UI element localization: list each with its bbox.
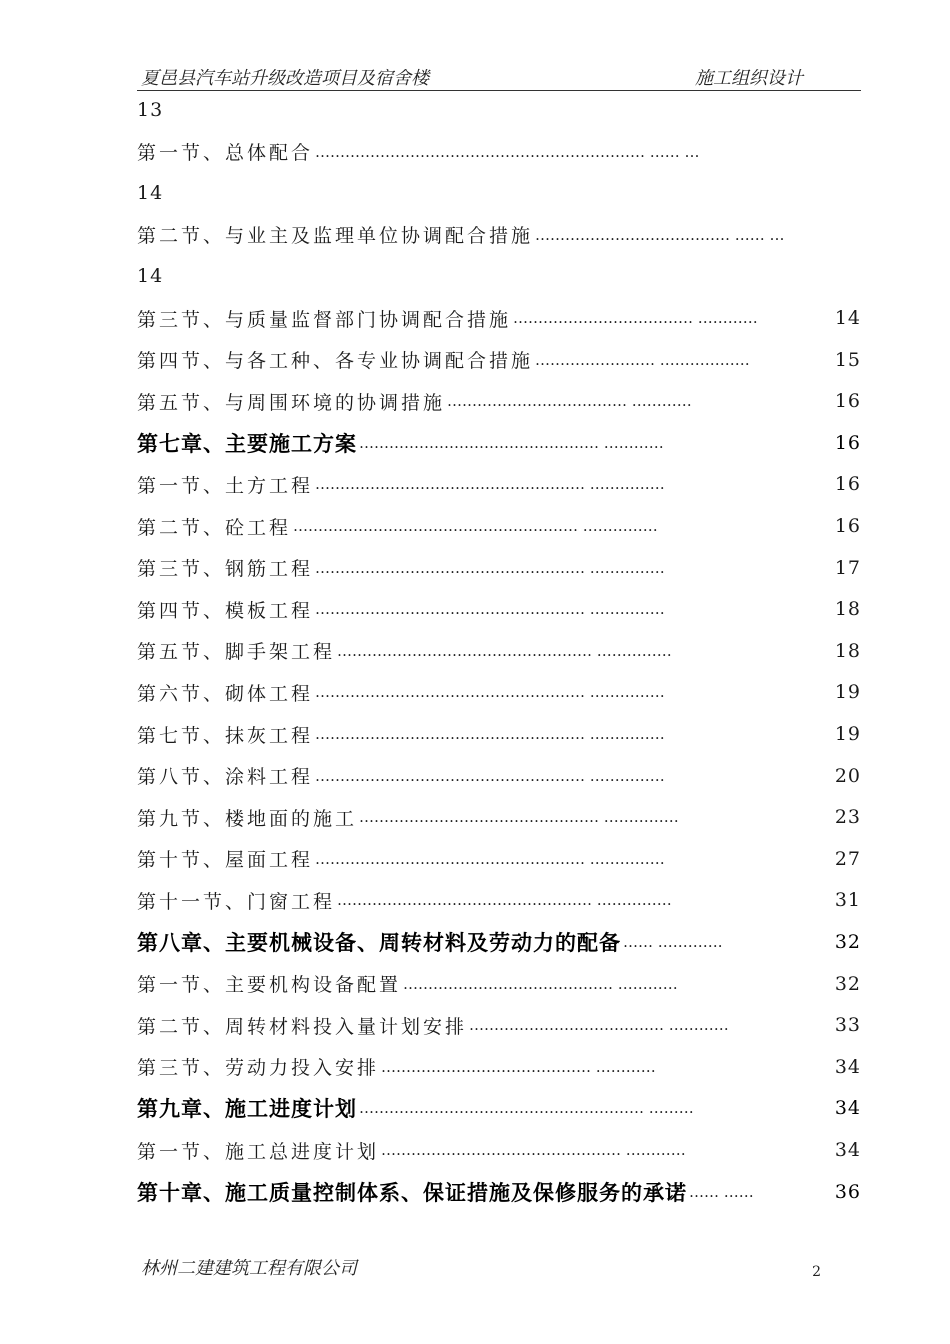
- toc-entry-title: 第一节、施工总进度计划: [137, 1140, 380, 1163]
- toc-dot-leader: ………………………………… …… …: [535, 225, 785, 244]
- toc-page-number: 27: [834, 847, 861, 870]
- toc-dot-leader: …………………………………………… ……………: [337, 891, 672, 910]
- toc-dot-leader: …… ……: [689, 1182, 754, 1201]
- toc-page-number: 18: [834, 598, 861, 621]
- toc-entry-title: 第十章、施工质量控制体系、保证措施及保修服务的承诺: [137, 1179, 687, 1205]
- toc-section-entry[interactable]: [137, 381, 861, 421]
- toc-page-number: 16: [834, 390, 861, 413]
- toc-page-number: 31: [834, 889, 861, 912]
- toc-section-entry[interactable]: [137, 506, 861, 546]
- toc-dot-leader: ……………………………… …………: [447, 392, 692, 411]
- toc-dot-leader: …………………………………………… ……………: [337, 641, 672, 660]
- page-header: [137, 62, 861, 91]
- toc-page-number: 34: [834, 1097, 861, 1120]
- toc-dot-leader: ………………………………………………… ………: [359, 1099, 694, 1118]
- toc-entry-title: 第三节、劳动力投入安排: [137, 1057, 380, 1080]
- toc-page-number: 34: [834, 1139, 861, 1161]
- header-project-title: 夏邑县汽车站升级改造项目及宿舍楼: [141, 68, 429, 89]
- toc-section-entry[interactable]: [137, 589, 861, 629]
- toc-page-continuation: [137, 90, 861, 130]
- header-document-type: 施工组织设计: [695, 68, 803, 89]
- toc-section-entry[interactable]: [137, 839, 861, 879]
- toc-dot-leader: ………………………………………………………… …… …: [315, 142, 700, 161]
- toc-dot-leader: ……………………………………………… ……………: [315, 725, 665, 743]
- toc-page-continuation: [137, 173, 861, 213]
- footer-page-number: 2: [812, 1264, 821, 1280]
- toc-page-number: 32: [834, 931, 861, 953]
- toc-entry-title: 第五节、脚手架工程: [137, 641, 336, 664]
- toc-section-entry[interactable]: [137, 464, 861, 504]
- toc-dot-leader: …………………………………… …………: [381, 1057, 656, 1076]
- toc-entry-title: 第八章、主要机械设备、周转材料及劳动力的配备: [137, 930, 621, 955]
- toc-entry-title: 第七章、主要施工方案: [137, 430, 357, 456]
- toc-page-number: 32: [834, 972, 861, 995]
- toc-section-entry[interactable]: [137, 631, 861, 671]
- toc-entry-title: 第十一节、门窗工程: [137, 890, 336, 913]
- toc-dot-leader: …… ………….: [623, 933, 723, 951]
- toc-dot-leader: …………………………………… …………: [403, 974, 678, 993]
- toc-entry-title: 第四节、与各工种、各专业协调配合措施: [137, 350, 534, 373]
- toc-dot-leader: …………………… ………………: [535, 350, 750, 369]
- toc-page-number: 15: [834, 348, 861, 371]
- toc-section-entry[interactable]: [137, 672, 861, 712]
- toc-dot-leader: ……………………………………………… ……………: [315, 766, 665, 785]
- toc-dot-leader: ……………………………… …………: [513, 309, 758, 327]
- toc-page-number: 14: [834, 307, 861, 329]
- toc-section-entry[interactable]: [137, 340, 861, 380]
- toc-section-entry[interactable]: [137, 548, 861, 588]
- toc-entry-title: 第三节、钢筋工程: [137, 558, 314, 581]
- toc-chapter-entry[interactable]: [137, 1172, 861, 1212]
- toc-dot-leader: ………………………………………… …………: [381, 1141, 686, 1159]
- page-footer: [141, 1254, 861, 1284]
- toc-entry-title: 第二节、砼工程: [137, 516, 292, 539]
- toc-page-number: 13: [137, 99, 164, 121]
- toc-entry-title: 第八节、涂料工程: [137, 766, 314, 789]
- toc-entry-title: 第二节、周转材料投入量计划安排: [137, 1015, 468, 1038]
- toc-page-number: 17: [834, 556, 861, 579]
- toc-page-number: 20: [834, 764, 861, 787]
- toc-dot-leader: ……………………………………………… ……………: [315, 600, 665, 619]
- toc-section-entry[interactable]: [137, 797, 861, 837]
- toc-dot-leader: ………………………………………………… ……………: [293, 517, 658, 535]
- toc-section-entry[interactable]: [137, 756, 861, 796]
- toc-entry-title: 第九章、施工进度计划: [137, 1096, 357, 1122]
- toc-section-entry[interactable]: [137, 132, 861, 172]
- toc-chapter-entry[interactable]: [137, 1088, 861, 1128]
- toc-section-entry[interactable]: [137, 714, 861, 754]
- toc-dot-leader: ……………………………………………… ……………: [315, 558, 665, 577]
- toc-entry-title: 第一节、总体配合: [137, 142, 314, 165]
- toc-section-entry[interactable]: [137, 215, 861, 255]
- toc-entry-title: 第四节、模板工程: [137, 599, 314, 622]
- toc-entry-title: 第十节、屋面工程: [137, 849, 314, 872]
- toc-section-entry[interactable]: [137, 298, 861, 338]
- toc-entry-title: 第五节、与周围环境的协调措施: [137, 391, 446, 414]
- toc-chapter-entry[interactable]: [137, 922, 861, 962]
- toc-page-number: 23: [834, 806, 861, 829]
- toc-page-number: 14: [137, 182, 164, 205]
- toc-chapter-entry[interactable]: [137, 423, 861, 463]
- toc-entry-title: 第九节、楼地面的施工: [137, 807, 358, 830]
- toc-page-number: 18: [834, 639, 861, 662]
- toc-section-entry[interactable]: [137, 964, 861, 1004]
- toc-page-number: 16: [834, 431, 861, 454]
- toc-dot-leader: ……………………………………………… ……………: [315, 849, 665, 868]
- toc-page-number: 34: [834, 1055, 861, 1078]
- toc-page-number: 16: [834, 515, 861, 537]
- toc-entry-title: 第三节、与质量监督部门协调配合措施: [137, 308, 512, 331]
- toc-dot-leader: ………………………………………… …………: [359, 433, 664, 452]
- toc-entry-title: 第六节、砌体工程: [137, 682, 314, 705]
- toc-dot-leader: ……………………………………………… ……………: [315, 475, 665, 494]
- toc-dot-leader: ………………………………………… ……………: [359, 808, 679, 827]
- toc-page-number: 19: [834, 681, 861, 704]
- toc-entry-title: 第二节、与业主及监理单位协调配合措施: [137, 225, 534, 248]
- toc-section-entry[interactable]: [137, 1130, 861, 1170]
- toc-entry-title: 第一节、主要机构设备配置: [137, 974, 402, 997]
- toc-page-number: 33: [834, 1014, 861, 1037]
- toc-section-entry[interactable]: [137, 1047, 861, 1087]
- toc-dot-leader: ………………………………… …………: [469, 1016, 729, 1035]
- toc-entry-title: 第一节、土方工程: [137, 474, 314, 497]
- toc-section-entry[interactable]: [137, 880, 861, 920]
- footer-company-name: 林州二建建筑工程有限公司: [141, 1258, 357, 1279]
- toc-entry-title: 第七节、抹灰工程: [137, 724, 314, 747]
- toc-page-continuation: [137, 256, 861, 296]
- toc-page-number: 14: [137, 265, 164, 288]
- toc-page-number: 36: [834, 1180, 861, 1203]
- toc-dot-leader: ……………………………………………… ……………: [315, 683, 665, 702]
- toc-page-number: 19: [834, 723, 861, 745]
- toc-page-number: 16: [834, 473, 861, 496]
- toc-section-entry[interactable]: [137, 1005, 861, 1045]
